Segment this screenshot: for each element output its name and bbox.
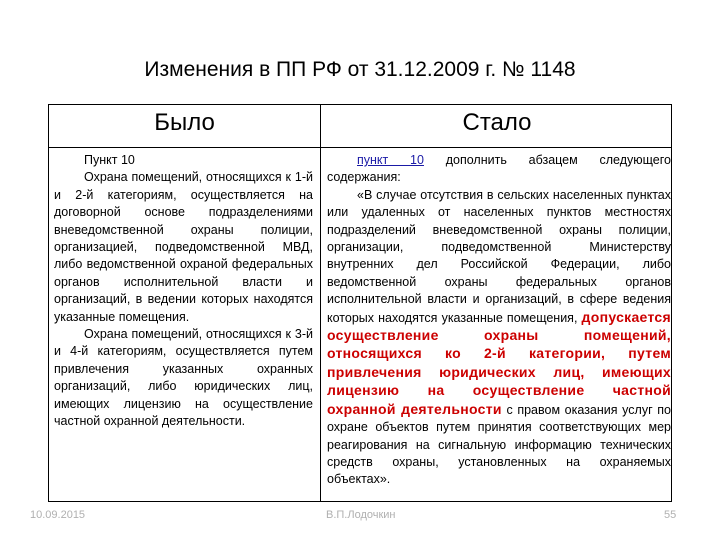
comparison-table: [48, 104, 672, 502]
column-header-before: Было: [154, 109, 215, 136]
column-divider: [320, 105, 321, 501]
after-quote-start: «В случае отсутствия в сельских населенных пунктах или удаленных от населенных пунктов местностях подразделений вневедомственной охраны полиции, организации, подведомственной Министерству внутренних дел Российской Федерации, либо ведомственной охраны федеральных органов исполнительной власти и организаций, в сфере ведения которых находятся указанные помещения,: [327, 187, 671, 325]
before-paragraph-1: Охрана помещений, относящихся к 1-й и 2-й категориям, осуществляется на договорной основе подразделениями вневедомственной охраны полиции, организацией, подведомственной МВД, либо ведомственной охраной федеральных органов исполнительной власти и организаций, в ведении которых находятся указанные помещения.: [54, 170, 313, 324]
before-text-cell: [54, 152, 313, 431]
before-paragraph-2: Охрана помещений, относящихся к 3-й и 4-й категориям, осуществляется путем привлечения указанных охранных организаций, либо юридических лиц, имеющих лицензию на осуществление частной охранной деятельности.: [54, 327, 313, 429]
after-intro-rest: дополнить абзацем следующего содержания:: [327, 153, 671, 185]
footer-page-number: 55: [664, 509, 677, 521]
header-divider: [49, 147, 671, 148]
column-header-after: Стало: [462, 109, 532, 136]
slide-title: Изменения в ПП РФ от 31.12.2009 г. № 1148: [144, 58, 576, 81]
after-highlight: допускается осуществление охраны помещений, относящихся ко 2-й категории, путем привлечения юридических лиц, имеющих лицензию на осуществление частной охранной деятельности: [327, 308, 671, 417]
footer-author: В.П.Лодочкин: [326, 509, 396, 521]
before-point-label: Пункт 10: [84, 153, 135, 167]
footer-date: 10.09.2015: [30, 509, 86, 521]
after-intro: [327, 152, 671, 187]
after-quote-end: с правом оказания услуг по охране объектов путем принятия соответствующих мер реагирования на сигнальную информацию технических средств охраны, установленных на охраняемых объектах».: [327, 402, 671, 487]
after-text-cell: [327, 152, 671, 489]
after-quote: [327, 187, 671, 489]
point-10-link[interactable]: пункт 10: [357, 153, 424, 167]
